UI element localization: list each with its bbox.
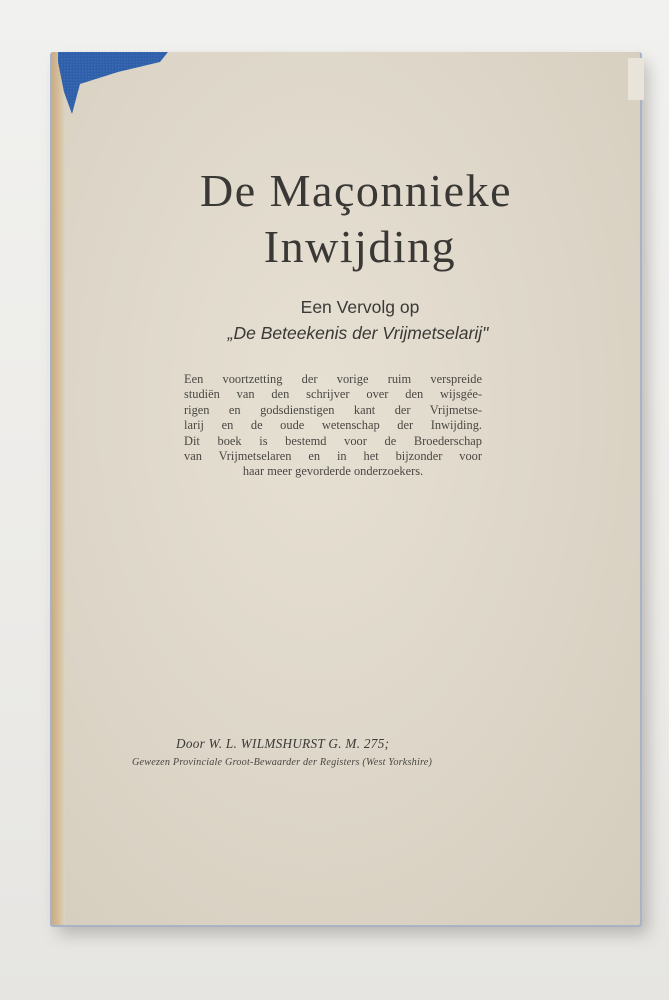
description-line: Een voortzetting der vorige ruim verspreide xyxy=(184,372,482,386)
author-role-line: Gewezen Provinciale Groot-Bewaarder der Registers (West Yorkshire) xyxy=(132,757,433,768)
description-line: van Vrijmetselaren en in het bijzonder voor xyxy=(184,449,482,464)
description-line: studiën van den schrijver over den wijsgée- xyxy=(184,387,482,402)
author-line: Door W. L. WILMSHURST G. M. 275; xyxy=(176,736,390,751)
description-line: larij en de oude wetenschap der Inwijding. xyxy=(184,418,482,433)
subtitle-line-1: Een Vervolg op xyxy=(300,297,420,317)
title-line-1: De Maçonnieke xyxy=(200,165,512,216)
description-line: haar meer gevorderde onderzoekers. xyxy=(242,464,424,479)
description-paragraph xyxy=(184,372,482,480)
cover-text xyxy=(50,52,642,925)
book xyxy=(50,52,642,927)
description-line: Dit boek is bestemd voor de Broederschap xyxy=(184,433,482,448)
description-line: rigen en godsdienstigen kant der Vrijmetse- xyxy=(184,402,482,417)
subtitle-line-2: „De Beteekenis der Vrijmetselarij" xyxy=(227,323,489,343)
title-line-2: Inwijding xyxy=(263,221,457,272)
